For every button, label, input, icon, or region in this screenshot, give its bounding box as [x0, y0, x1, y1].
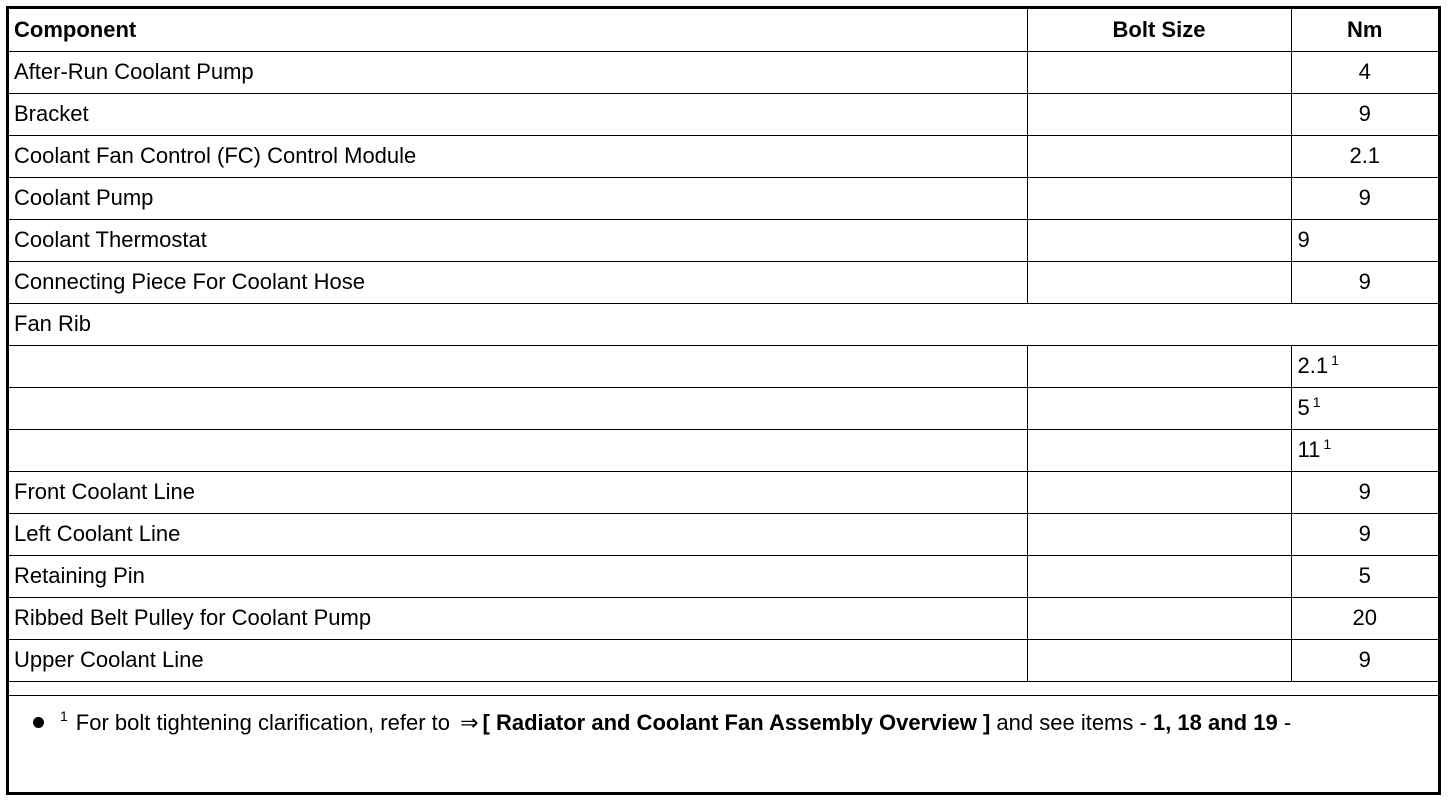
footnote-text: For bolt tightening clarification, refer to — [75, 710, 450, 735]
table-row — [9, 639, 1438, 681]
component-cell: Retaining Pin — [9, 555, 1027, 597]
bolt-size-cell — [1027, 261, 1291, 303]
component-cell — [9, 345, 1027, 387]
nm-value: 2.1 — [1297, 353, 1329, 378]
nm-cell: 9 — [1291, 471, 1438, 513]
table-row — [9, 471, 1438, 513]
table-row — [9, 135, 1438, 177]
nm-cell: 9 — [1291, 93, 1438, 135]
footnote-end: - — [1283, 710, 1292, 735]
component-cell: Coolant Thermostat — [9, 219, 1027, 261]
nm-cell: 9 — [1291, 261, 1438, 303]
footnote-ref: 1 — [1331, 352, 1339, 368]
bolt-size-cell — [1027, 219, 1291, 261]
bolt-size-cell — [1027, 387, 1291, 429]
bolt-size-cell — [1027, 135, 1291, 177]
table-row — [9, 345, 1438, 387]
bolt-size-cell — [1027, 513, 1291, 555]
table-row — [9, 219, 1438, 261]
footnote-link[interactable]: [ Radiator and Coolant Fan Assembly Overview ] — [482, 710, 991, 735]
nm-cell — [1291, 387, 1438, 429]
torque-spec-table-frame — [6, 6, 1441, 795]
footnote-ref: 1 — [1312, 394, 1321, 410]
component-cell: Connecting Piece For Coolant Hose — [9, 261, 1027, 303]
bullet-icon — [33, 717, 44, 728]
table-row — [9, 387, 1438, 429]
table-row — [9, 51, 1438, 93]
bolt-size-cell — [1027, 93, 1291, 135]
bolt-size-cell — [1027, 429, 1291, 471]
footnote-items: 1, 18 and 19 — [1152, 710, 1278, 735]
torque-spec-table — [9, 9, 1438, 682]
table-row-group-header — [9, 303, 1438, 345]
nm-value: 11 — [1297, 437, 1321, 462]
footnote-ref: 1 — [1323, 436, 1332, 452]
header-component: Component — [9, 9, 1027, 51]
table-row — [9, 261, 1438, 303]
bolt-size-cell — [1027, 177, 1291, 219]
nm-cell: 9 — [1291, 177, 1438, 219]
table-row — [9, 429, 1438, 471]
bolt-size-cell — [1027, 471, 1291, 513]
bolt-size-cell — [1027, 639, 1291, 681]
footnote-marker: 1 — [60, 708, 68, 724]
nm-cell: 9 — [1291, 219, 1438, 261]
nm-cell: 9 — [1291, 639, 1438, 681]
nm-cell: 5 — [1291, 555, 1438, 597]
nm-cell: 2.1 — [1291, 135, 1438, 177]
header-nm: Nm — [1291, 9, 1438, 51]
component-cell: Bracket — [9, 93, 1027, 135]
nm-cell: 4 — [1291, 51, 1438, 93]
table-row — [9, 177, 1438, 219]
bolt-size-cell — [1027, 345, 1291, 387]
nm-cell — [1291, 345, 1438, 387]
component-cell: Front Coolant Line — [9, 471, 1027, 513]
footnote-text-after: and see items - — [996, 710, 1147, 735]
arrow-right-icon: ⇒ — [460, 710, 479, 735]
table-row — [9, 597, 1438, 639]
bolt-size-cell — [1027, 597, 1291, 639]
table-row — [9, 555, 1438, 597]
header-row — [9, 9, 1438, 51]
header-bolt-size: Bolt Size — [1027, 9, 1291, 51]
component-cell — [9, 387, 1027, 429]
bolt-size-cell — [1027, 51, 1291, 93]
component-cell: Upper Coolant Line — [9, 639, 1027, 681]
nm-cell — [1291, 429, 1438, 471]
component-cell: Coolant Pump — [9, 177, 1027, 219]
nm-cell: 20 — [1291, 597, 1438, 639]
component-cell: After-Run Coolant Pump — [9, 51, 1027, 93]
component-cell: Left Coolant Line — [9, 513, 1027, 555]
nm-value: 5 — [1297, 395, 1310, 420]
table-row — [9, 513, 1438, 555]
footnote — [9, 695, 1438, 792]
table-row — [9, 93, 1438, 135]
component-cell: Ribbed Belt Pulley for Coolant Pump — [9, 597, 1027, 639]
bolt-size-cell — [1027, 555, 1291, 597]
component-cell — [9, 429, 1027, 471]
nm-cell: 9 — [1291, 513, 1438, 555]
component-cell: Coolant Fan Control (FC) Control Module — [9, 135, 1027, 177]
component-group-cell: Fan Rib — [9, 303, 1438, 345]
